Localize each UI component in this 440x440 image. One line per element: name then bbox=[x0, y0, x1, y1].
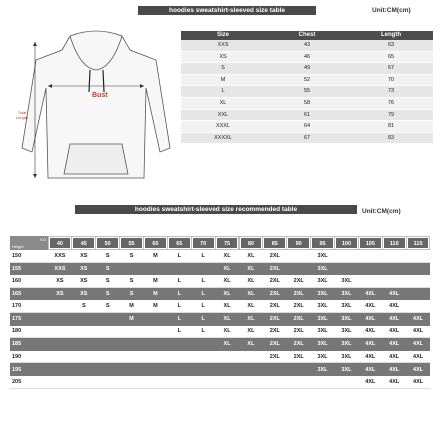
size-cell: XL bbox=[247, 265, 255, 272]
size-cell: S bbox=[105, 265, 110, 272]
size-cell: M bbox=[153, 252, 158, 259]
recommend-row bbox=[10, 351, 430, 364]
size-cell: XL bbox=[247, 252, 255, 259]
weight-header-row bbox=[10, 236, 430, 250]
weight-header-cell: 100 bbox=[335, 237, 358, 249]
size-table-cell: XXXXL bbox=[214, 134, 232, 141]
size-cell: XS bbox=[80, 291, 88, 298]
recommend-table bbox=[10, 236, 430, 389]
size-cell: L bbox=[177, 252, 181, 259]
size-table-row bbox=[181, 75, 433, 87]
size-cell: S bbox=[81, 303, 86, 310]
header-chest: Chest bbox=[298, 32, 316, 38]
size-cell: 2XL bbox=[269, 353, 280, 360]
size-cell: 4XL bbox=[389, 291, 400, 298]
size-cell: XL bbox=[223, 252, 231, 259]
size-table-cell: XXS bbox=[217, 42, 229, 48]
size-cell: 3XL bbox=[341, 277, 352, 284]
size-cell: 3XL bbox=[317, 316, 328, 323]
size-cell: 4XL bbox=[413, 328, 424, 335]
size-table-cell: M bbox=[220, 76, 226, 83]
weight-header-cell: 115 bbox=[407, 237, 430, 249]
size-cell: 4XL bbox=[389, 366, 400, 373]
size-cell: XL bbox=[247, 328, 255, 335]
size-cell: XS bbox=[56, 277, 64, 284]
size-table-row bbox=[181, 110, 433, 122]
size-cell: L bbox=[177, 303, 181, 310]
size-table-cell: L bbox=[221, 88, 225, 95]
size-cell: 3XL bbox=[317, 353, 328, 360]
size-cell: 4XL bbox=[365, 303, 376, 310]
size-cell: 2XL bbox=[269, 277, 280, 284]
size-table-cell: 83 bbox=[387, 134, 395, 141]
corner-kg: KG bbox=[40, 237, 46, 242]
size-cell: 2XL bbox=[269, 316, 280, 323]
size-cell: 4XL bbox=[365, 328, 376, 335]
bust-label: Bust bbox=[92, 92, 108, 99]
hoodie-outline bbox=[10, 28, 182, 188]
weight-header-cell: 85 bbox=[263, 237, 286, 249]
size-cell: 2XL bbox=[269, 341, 280, 348]
size-cell: XS bbox=[56, 291, 64, 298]
size-cell: S bbox=[105, 277, 110, 284]
recommend-row bbox=[10, 263, 430, 276]
size-cell: XL bbox=[247, 341, 255, 348]
header-length: Length bbox=[381, 32, 401, 38]
size-cell: L bbox=[201, 303, 205, 310]
size-cell: L bbox=[201, 252, 205, 259]
size-cell: M bbox=[153, 277, 158, 284]
size-table bbox=[181, 31, 433, 144]
size-table-cell: 55 bbox=[303, 88, 311, 95]
weight-header-cell: 60 bbox=[144, 237, 167, 249]
size-cell: 2XL bbox=[269, 303, 280, 310]
size-cell: 3XL bbox=[341, 303, 352, 310]
size-cell: S bbox=[129, 252, 134, 259]
size-cell: 3XL bbox=[317, 303, 328, 310]
size-table-unit: Unit:CM(cm) bbox=[372, 7, 411, 14]
size-table-row bbox=[181, 133, 433, 145]
size-cell: 3XL bbox=[341, 366, 352, 373]
size-cell: M bbox=[153, 303, 158, 310]
size-cell: L bbox=[177, 328, 181, 335]
height-cell: 150 bbox=[12, 252, 22, 259]
size-cell: S bbox=[129, 291, 134, 298]
height-cell: 155 bbox=[12, 265, 22, 272]
height-cell: 180 bbox=[12, 328, 22, 335]
size-cell: 3XL bbox=[317, 252, 328, 259]
recommend-table-unit: Unit:CM(cm) bbox=[362, 208, 401, 215]
size-table-title: hoodies sweatshirt-sleeved size table bbox=[138, 6, 316, 15]
size-table-cell: 76 bbox=[387, 99, 395, 106]
size-table-cell: 73 bbox=[387, 88, 395, 95]
recommend-row bbox=[10, 288, 430, 301]
weight-header-cell: 45 bbox=[72, 237, 95, 249]
size-cell: L bbox=[177, 277, 181, 284]
size-cell: 4XL bbox=[413, 316, 424, 323]
size-cell: S bbox=[129, 277, 134, 284]
size-cell: 3XL bbox=[317, 341, 328, 348]
size-cell: M bbox=[153, 291, 158, 298]
size-cell: 2XL bbox=[293, 353, 304, 360]
size-table-row bbox=[181, 52, 433, 64]
size-cell: 4XL bbox=[413, 353, 424, 360]
size-table-cell: S bbox=[221, 65, 225, 72]
weight-header-cell: 70 bbox=[192, 237, 215, 249]
size-cell: 2XL bbox=[293, 277, 304, 284]
height-cell: 175 bbox=[12, 316, 22, 323]
size-table-cell: 52 bbox=[303, 76, 311, 83]
size-cell: 4XL bbox=[389, 341, 400, 348]
size-cell: 4XL bbox=[365, 378, 376, 385]
size-cell: 3XL bbox=[341, 328, 352, 335]
size-cell: 4XL bbox=[389, 353, 400, 360]
corner-height: Height bbox=[12, 244, 24, 249]
size-table-cell: 64 bbox=[303, 123, 311, 130]
size-cell: 3XL bbox=[341, 341, 352, 348]
recommend-row bbox=[10, 250, 430, 263]
size-cell: 2XL bbox=[269, 291, 280, 298]
height-cell: 165 bbox=[12, 291, 22, 298]
size-cell: 3XL bbox=[341, 291, 352, 298]
size-cell: 4XL bbox=[365, 341, 376, 348]
size-cell: 2XL bbox=[293, 291, 304, 298]
recommend-row bbox=[10, 326, 430, 339]
size-table-cell: 81 bbox=[387, 123, 395, 130]
size-cell: L bbox=[177, 316, 181, 323]
weight-header-cell: 75 bbox=[216, 237, 239, 249]
table-corner bbox=[10, 236, 48, 250]
size-table-cell: 65 bbox=[387, 53, 395, 60]
size-cell: XL bbox=[223, 316, 231, 323]
size-cell: 2XL bbox=[293, 328, 304, 335]
recommend-row bbox=[10, 376, 430, 389]
recommend-row bbox=[10, 313, 430, 326]
size-cell: 2XL bbox=[293, 341, 304, 348]
height-cell: 195 bbox=[12, 366, 22, 373]
size-cell: 4XL bbox=[389, 378, 400, 385]
size-cell: XL bbox=[223, 341, 231, 348]
size-cell: XL bbox=[247, 316, 255, 323]
size-cell: XL bbox=[223, 328, 231, 335]
size-cell: 2XL bbox=[293, 303, 304, 310]
size-cell: 3XL bbox=[317, 328, 328, 335]
height-cell: 185 bbox=[12, 341, 22, 348]
hoodie-diagram bbox=[10, 28, 182, 188]
size-table-cell: 67 bbox=[387, 65, 395, 72]
height-cell: 160 bbox=[12, 277, 22, 284]
size-cell: 3XL bbox=[341, 353, 352, 360]
size-table-row bbox=[181, 121, 433, 133]
size-cell: 2XL bbox=[269, 252, 280, 259]
size-cell: 4XL bbox=[365, 366, 376, 373]
size-table-row bbox=[181, 98, 433, 110]
size-cell: XXS bbox=[54, 252, 66, 259]
size-table-row bbox=[181, 40, 433, 52]
weight-header-cell: 80 bbox=[240, 237, 263, 249]
size-cell: S bbox=[105, 291, 110, 298]
recommend-row bbox=[10, 275, 430, 288]
size-cell: XL bbox=[223, 265, 231, 272]
size-cell: L bbox=[201, 291, 205, 298]
size-table-cell: 49 bbox=[303, 65, 311, 72]
size-cell: 3XL bbox=[317, 291, 328, 298]
weight-header-cell: 40 bbox=[49, 237, 72, 249]
height-cell: 205 bbox=[12, 378, 22, 385]
weight-header-cell: 65 bbox=[168, 237, 191, 249]
weight-header-cell: 105 bbox=[359, 237, 382, 249]
recommend-table-title: hoodies sweatshirt-sleeved size recommended table bbox=[75, 205, 357, 214]
size-cell: XL bbox=[247, 291, 255, 298]
size-table-cell: 58 bbox=[303, 99, 311, 106]
size-cell: L bbox=[201, 316, 205, 323]
size-cell: 2XL bbox=[269, 328, 280, 335]
size-cell: XL bbox=[223, 277, 231, 284]
size-cell: XS bbox=[80, 277, 88, 284]
height-cell: 190 bbox=[12, 353, 22, 360]
size-cell: 4XL bbox=[389, 328, 400, 335]
size-cell: XS bbox=[80, 252, 88, 259]
size-cell: 4XL bbox=[389, 316, 400, 323]
size-table-cell: XL bbox=[219, 99, 227, 106]
size-cell: 3XL bbox=[341, 316, 352, 323]
size-cell: 2XL bbox=[293, 316, 304, 323]
size-cell: L bbox=[201, 328, 205, 335]
size-table-cell: XXL bbox=[217, 111, 229, 118]
size-cell: 4XL bbox=[413, 341, 424, 348]
height-cell: 170 bbox=[12, 303, 22, 310]
size-table-cell: XXXL bbox=[215, 123, 231, 130]
size-table-cell: 79 bbox=[387, 111, 395, 118]
size-table-cell: 70 bbox=[387, 76, 395, 83]
weight-header-cell: 55 bbox=[120, 237, 143, 249]
size-cell: L bbox=[201, 277, 205, 284]
recommend-row bbox=[10, 338, 430, 351]
weight-header-cell: 95 bbox=[311, 237, 334, 249]
size-table-row bbox=[181, 63, 433, 75]
size-cell: 4XL bbox=[365, 316, 376, 323]
size-cell: S bbox=[105, 252, 110, 259]
weight-header-cell: 90 bbox=[287, 237, 310, 249]
size-cell: M bbox=[129, 316, 134, 323]
size-cell: 4XL bbox=[365, 291, 376, 298]
size-cell: L bbox=[177, 291, 181, 298]
size-table-cell: 67 bbox=[303, 134, 311, 141]
size-table-cell: 43 bbox=[303, 42, 311, 48]
size-table-cell: 46 bbox=[303, 53, 311, 60]
recommend-row bbox=[10, 363, 430, 376]
size-cell: 3XL bbox=[317, 366, 328, 373]
size-cell: 4XL bbox=[413, 366, 424, 373]
size-cell: 3XL bbox=[317, 265, 328, 272]
size-cell: XL bbox=[223, 303, 231, 310]
size-cell: 3XL bbox=[317, 277, 328, 284]
size-table-cell: 61 bbox=[303, 111, 311, 118]
recommend-row bbox=[10, 300, 430, 313]
size-cell: 2XL bbox=[269, 265, 280, 272]
weight-header-cell: 50 bbox=[96, 237, 119, 249]
size-cell: 4XL bbox=[413, 378, 424, 385]
size-cell: 4XL bbox=[389, 303, 400, 310]
size-cell: 4XL bbox=[365, 353, 376, 360]
weight-header-cell: 110 bbox=[383, 237, 406, 249]
size-cell: S bbox=[105, 303, 110, 310]
header-size: Size bbox=[216, 32, 229, 38]
size-cell: XL bbox=[247, 277, 255, 284]
size-cell: M bbox=[129, 303, 134, 310]
size-table-header bbox=[181, 31, 433, 40]
size-cell: XL bbox=[223, 291, 231, 298]
size-table-cell: 63 bbox=[387, 42, 395, 48]
size-cell: XS bbox=[80, 265, 88, 272]
size-cell: XXS bbox=[54, 265, 66, 272]
total-length-label: Total Length bbox=[15, 110, 29, 120]
size-table-row bbox=[181, 86, 433, 98]
size-table-cell: XS bbox=[219, 53, 227, 60]
size-cell: XL bbox=[247, 303, 255, 310]
